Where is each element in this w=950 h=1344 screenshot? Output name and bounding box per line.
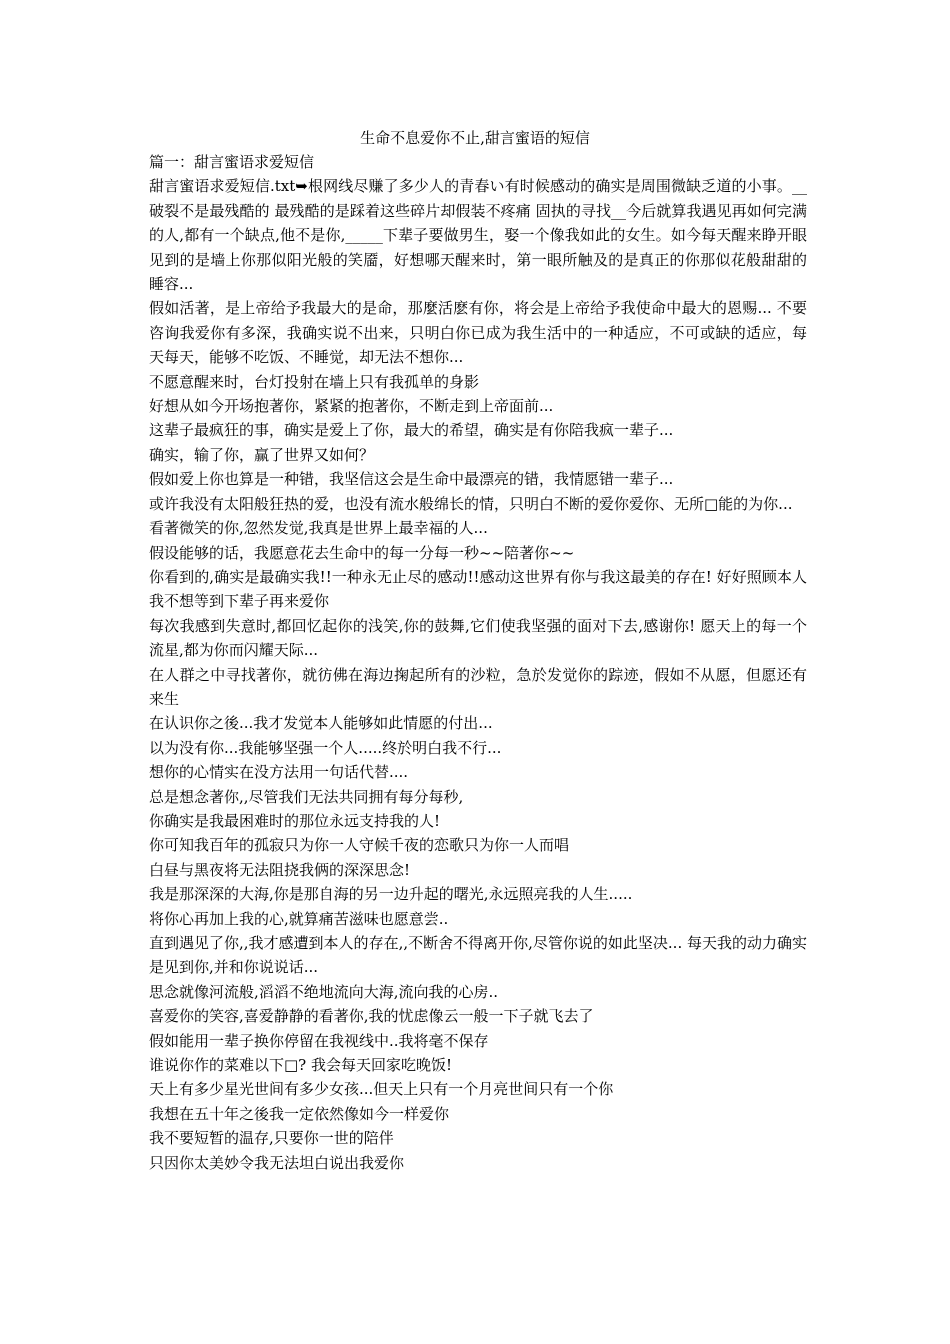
paragraph: 将你心再加上我的心,就算痛苦滋味也愿意尝.. [149, 909, 449, 928]
paragraph: 好想从如今开场抱著你，紧紧的抱著你，不断走到上帝面前... [149, 397, 554, 416]
document-title: 生命不息爱你不止,甜言蜜语的短信 [360, 129, 590, 147]
paragraph: 想你的心情实在没方法用一句话代替.... [149, 763, 409, 782]
paragraph: 确实，输了你，赢了世界又如何？ [149, 445, 375, 464]
paragraph: 直到遇见了你,,我才感遭到本人的存在,,不断舍不得离开你,尽管你说的如此坚决... 每天我的动力确实是见到你,并和你说说话... [149, 934, 807, 977]
paragraph: 你可知我百年的孤寂只为你一人守候千夜的恋歌只为你一人而唱 [149, 836, 570, 855]
paragraph: 这辈子最疯狂的事，确实是爱上了你，最大的希望，确实是有你陪我疯一辈子... [149, 421, 674, 440]
section-heading: 篇一：甜言蜜语求爱短信 [149, 153, 315, 171]
paragraph: 我不要短暂的温存,只要你一世的陪伴 [149, 1129, 394, 1148]
paragraph: 假如能用一辈子换你停留在我视线中..我将毫不保存 [149, 1031, 489, 1050]
paragraph: 在人群之中寻找著你，就彷佛在海边掬起所有的沙粒，急於发觉你的踪迹，假如不从愿，但愿还有来生 [149, 665, 807, 708]
paragraph: 谁说你作的菜难以下□? 我会每天回家吃晚饭! [149, 1056, 453, 1075]
paragraph: 不愿意醒来时，台灯投射在墙上只有我孤单的身影 [149, 372, 480, 391]
paragraph: 在认识你之後...我才发觉本人能够如此情愿的付出... [149, 714, 493, 733]
paragraph: 你确实是我最困难时的那位永远支持我的人! [149, 811, 441, 830]
paragraph: 甜言蜜语求爱短信.txt➥根网线尽赚了多少人的青春い有时候感动的确实是周围微缺乏道的小事。__破裂不是最残酷的 最残酷的是踩着这些碎片却假装不疼痛 固执的寻找__今后就算我遇见再如何完满的人,都有一个缺点,他不是你,_____下辈子要做男生，娶一个像我如此的女生。如今每天醒来睁开眼见到的是墙上你那似阳光般的笑靥，好想哪天醒来时，第一眼所触及的是真正的你那似花般甜甜的睡容... [149, 177, 807, 294]
paragraph: 我想在五十年之後我一定依然像如今一样爱你 [149, 1104, 450, 1123]
paragraph: 只因你太美妙令我无法坦白说出我爱你 [149, 1153, 405, 1172]
paragraph: 思念就像河流般,滔滔不绝地流向大海,流向我的心房.. [149, 982, 499, 1001]
paragraph: 假设能够的话，我愿意花去生命中的每一分每一秒~~陪著你~~ [149, 543, 575, 562]
document-body [145, 150, 807, 1175]
paragraph: 你看到的,确实是最确实我!!一种永无止尽的感动!!感动这世界有你与我这最美的存在! 好好照顾本人我不想等到下辈子再来爱你 [149, 567, 807, 611]
paragraph: 白昼与黑夜将无法阻挠我俩的深深思念! [149, 860, 411, 879]
paragraph: 假如活著，是上帝给予我最大的是命，那麼活麽有你，将会是上帝给予我使命中最大的恩赐... 不要咨询我爱你有多深，我确实说不出来，只明白你已成为我生活中的一种适应，不可或缺的适应，每天每天，能够不吃饭、不睡觉，却无法不想你... [149, 299, 807, 367]
paragraph: 天上有多少星光世间有多少女孩...但天上只有一个月亮世间只有一个你 [149, 1080, 614, 1099]
paragraph: 或许我没有太阳般狂热的爱，也没有流水般绵长的情，只明白不断的爱你爱你、无所□能的为你... [149, 494, 793, 513]
paragraph: 我是那深深的大海,你是那自海的另一边升起的曙光,永远照亮我的人生..... [149, 885, 633, 904]
paragraph: 假如爱上你也算是一种错，我坚信这会是生命中最漂亮的错，我情愿错一辈子... [149, 470, 674, 489]
paragraph: 喜爱你的笑容,喜爱静静的看著你,我的忧虑像云一般一下子就飞去了 [149, 1007, 594, 1026]
paragraph: 看著微笑的你,忽然发觉,我真是世界上最幸福的人... [149, 519, 488, 538]
paragraph: 以为没有你...我能够坚强一个人.....终於明白我不行... [149, 738, 502, 757]
paragraph: 总是想念著你,,尽管我们无法共同拥有每分每秒, [149, 787, 464, 806]
paragraph: 每次我感到失意时,都回忆起你的浅笑,你的鼓舞,它们使我坚强的面对下去,感谢你! 愿天上的每一个流星,都为你而闪耀天际... [149, 616, 807, 660]
paragraph-list [145, 174, 807, 1175]
